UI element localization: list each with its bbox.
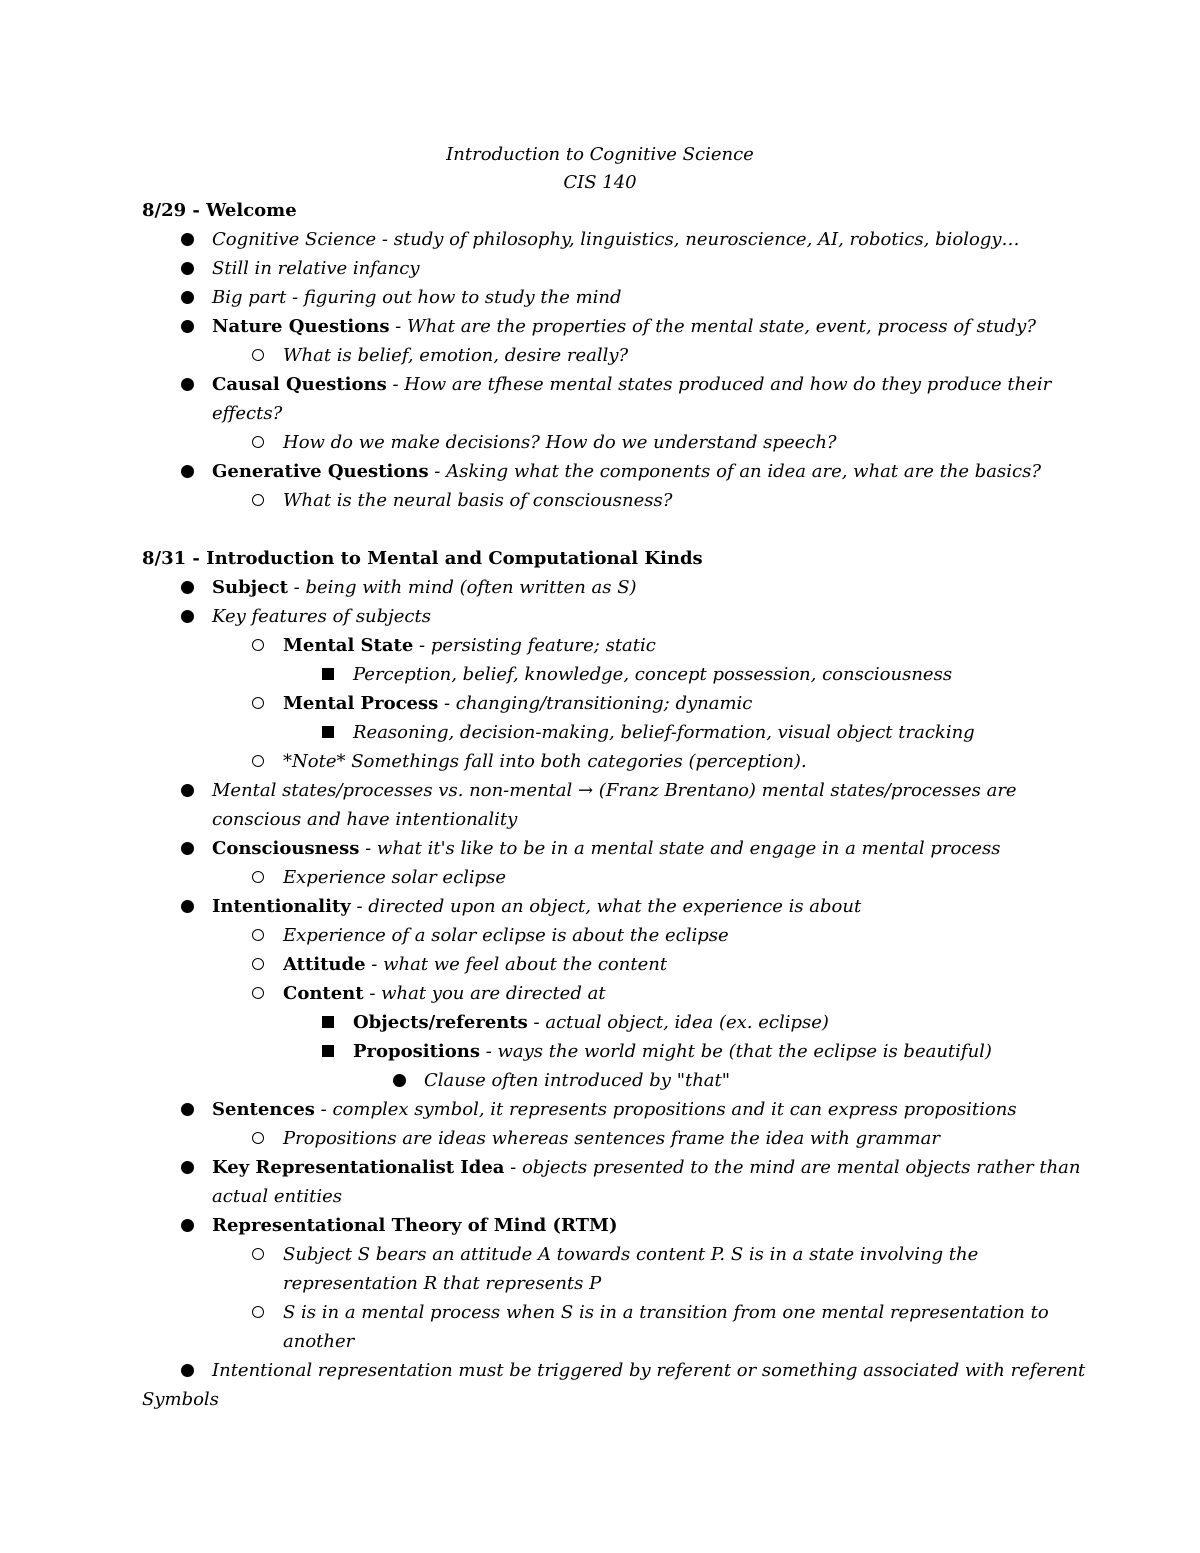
list-item <box>283 921 729 950</box>
hollow-bullet-icon <box>252 436 264 448</box>
term-label: Sentences <box>212 1099 315 1120</box>
list-item <box>283 631 656 660</box>
term-label: Nature Questions <box>212 316 390 337</box>
list-item <box>212 1153 1081 1182</box>
item-text: Mental states/processes vs. non-mental → (Franz Brentano) mental states/processes are <box>212 780 1017 801</box>
list-item <box>283 747 807 776</box>
term-label: Attitude <box>283 954 366 975</box>
continuation-line <box>212 805 517 834</box>
list-item <box>353 1037 992 1066</box>
item-text: What is the neural basis of consciousness? <box>283 490 673 511</box>
square-bullet-icon <box>322 1045 334 1057</box>
item-text: - Asking what the components of an idea are, what are the basics? <box>428 461 1041 482</box>
item-text: - what we feel about the content <box>365 954 668 975</box>
item-text: actual entities <box>212 1186 342 1207</box>
term-label: Content <box>283 983 364 1004</box>
filled-bullet-icon <box>181 1219 194 1232</box>
list-item <box>353 1008 829 1037</box>
list-item <box>283 950 667 979</box>
item-text: *Note* Somethings fall into both categories (perception). <box>283 751 807 772</box>
item-text: Clause often introduced by "that" <box>424 1070 731 1091</box>
hollow-bullet-icon <box>252 958 264 970</box>
list-item <box>212 573 637 602</box>
item-text: - what it's like to be in a mental state and engage in a mental process <box>359 838 1001 859</box>
list-item <box>212 457 1041 486</box>
item-text: Perception, belief, knowledge, concept possession, consciousness <box>353 664 953 685</box>
list-item <box>353 718 975 747</box>
item-text: representation R that represents P <box>283 1273 602 1294</box>
filled-bullet-icon <box>181 1161 194 1174</box>
list-item <box>353 660 952 689</box>
square-bullet-icon <box>322 726 334 738</box>
hollow-bullet-icon <box>252 929 264 941</box>
term-label: Generative Questions <box>212 461 429 482</box>
item-text: - What are the properties of the mental state, event, process of study? <box>389 316 1036 337</box>
hollow-bullet-icon <box>252 755 264 767</box>
continuation-line <box>283 1327 354 1356</box>
continuation-line <box>212 399 282 428</box>
item-text: - directed upon an object, what the experience is about <box>350 896 862 917</box>
item-text: S is in a mental process when S is in a transition from one mental representation to <box>283 1302 1049 1323</box>
filled-bullet-icon <box>181 378 194 391</box>
continuation-line <box>142 1385 219 1414</box>
item-text: conscious and have intentionality <box>212 809 518 830</box>
document-title: Introduction to Cognitive Science <box>446 144 754 165</box>
term-label: Mental Process <box>283 693 439 714</box>
item-text: Key features of subjects <box>212 606 431 627</box>
square-bullet-icon <box>322 1016 334 1028</box>
term-label: Intentionality <box>212 896 351 917</box>
hollow-bullet-icon <box>252 1248 264 1260</box>
hollow-bullet-icon <box>252 1306 264 1318</box>
hollow-bullet-icon <box>252 871 264 883</box>
filled-bullet-icon <box>181 1364 194 1377</box>
list-item <box>212 776 1017 805</box>
hollow-bullet-icon <box>252 349 264 361</box>
item-text: What is belief, emotion, desire really? <box>283 345 629 366</box>
hollow-bullet-icon <box>252 1132 264 1144</box>
list-item <box>212 370 1051 399</box>
list-item <box>283 979 606 1008</box>
list-item <box>212 1356 1085 1385</box>
item-text: - complex symbol, it represents propositions and it can express propositions <box>314 1099 1017 1120</box>
term-label: Propositions <box>353 1041 480 1062</box>
list-item <box>283 1298 1049 1327</box>
list-item <box>212 834 1001 863</box>
list-item <box>212 892 861 921</box>
filled-bullet-icon <box>181 900 194 913</box>
list-item <box>424 1066 730 1095</box>
list-item <box>212 312 1036 341</box>
heading-text: 8/29 - Welcome <box>142 200 297 221</box>
item-text: Subject S bears an attitude A towards content P. S is in a state involving the <box>283 1244 979 1265</box>
item-text: Experience of a solar eclipse is about the eclipse <box>283 925 729 946</box>
list-item <box>283 863 506 892</box>
list-item <box>212 254 420 283</box>
hollow-bullet-icon <box>252 494 264 506</box>
item-text: - objects presented to the mind are mental objects rather than <box>504 1157 1081 1178</box>
filled-bullet-icon <box>181 465 194 478</box>
term-label: Subject <box>212 577 288 598</box>
list-item <box>283 428 837 457</box>
item-text: Symbols <box>142 1389 219 1410</box>
term-label: Mental State <box>283 635 414 656</box>
item-text: - How are tfhese mental states produced and how do they produce their <box>386 374 1052 395</box>
item-text: Big part - figuring out how to study the mind <box>212 287 622 308</box>
filled-bullet-icon <box>181 842 194 855</box>
item-text: - persisting feature; static <box>413 635 656 656</box>
filled-bullet-icon <box>181 784 194 797</box>
list-item <box>283 486 672 515</box>
item-text: Reasoning, decision-making, belief-formation, visual object tracking <box>353 722 975 743</box>
list-item <box>212 1211 617 1240</box>
heading-text: 8/31 - Introduction to Mental and Computational Kinds <box>142 548 703 569</box>
square-bullet-icon <box>322 668 334 680</box>
filled-bullet-icon <box>181 610 194 623</box>
term-label: Causal Questions <box>212 374 387 395</box>
list-item <box>283 341 628 370</box>
continuation-line <box>283 1269 601 1298</box>
filled-bullet-icon <box>181 233 194 246</box>
item-text: - actual object, idea (ex. eclipse) <box>527 1012 829 1033</box>
section-heading <box>142 196 297 225</box>
item-text: Cognitive Science - study of philosophy, linguistics, neuroscience, AI, robotics, biology… <box>212 229 1020 250</box>
item-text: effects? <box>212 403 283 424</box>
filled-bullet-icon <box>181 320 194 333</box>
item-text: Intentional representation must be triggered by referent or something associated with referent <box>212 1360 1086 1381</box>
term-label: Representational Theory of Mind (RTM) <box>212 1215 618 1236</box>
hollow-bullet-icon <box>252 987 264 999</box>
item-text: - what you are directed at <box>363 983 606 1004</box>
list-item <box>212 1095 1017 1124</box>
course-code: CIS 140 <box>563 172 637 193</box>
item-text: another <box>283 1331 355 1352</box>
list-item <box>212 225 1020 254</box>
item-text: - ways the world might be (that the eclipse is beautiful) <box>479 1041 992 1062</box>
list-item <box>212 283 622 312</box>
filled-bullet-icon <box>181 291 194 304</box>
list-item <box>283 689 752 718</box>
list-item <box>283 1240 978 1269</box>
section-heading <box>142 544 703 573</box>
filled-bullet-icon <box>181 262 194 275</box>
list-item <box>212 602 431 631</box>
item-text: How do we make decisions? How do we understand speech? <box>283 432 837 453</box>
hollow-bullet-icon <box>252 697 264 709</box>
item-text: - being with mind (often written as S) <box>287 577 637 598</box>
item-text: Still in relative infancy <box>212 258 420 279</box>
item-text: Experience solar eclipse <box>283 867 507 888</box>
hollow-bullet-icon <box>252 639 264 651</box>
item-text: Propositions are ideas whereas sentences frame the idea with grammar <box>283 1128 940 1149</box>
filled-bullet-icon <box>393 1074 406 1087</box>
list-item <box>283 1124 940 1153</box>
term-label: Objects/referents <box>353 1012 528 1033</box>
term-label: Consciousness <box>212 838 360 859</box>
filled-bullet-icon <box>181 581 194 594</box>
filled-bullet-icon <box>181 1103 194 1116</box>
item-text: - changing/transitioning; dynamic <box>438 693 753 714</box>
term-label: Key Representationalist Idea <box>212 1157 505 1178</box>
continuation-line <box>212 1182 342 1211</box>
